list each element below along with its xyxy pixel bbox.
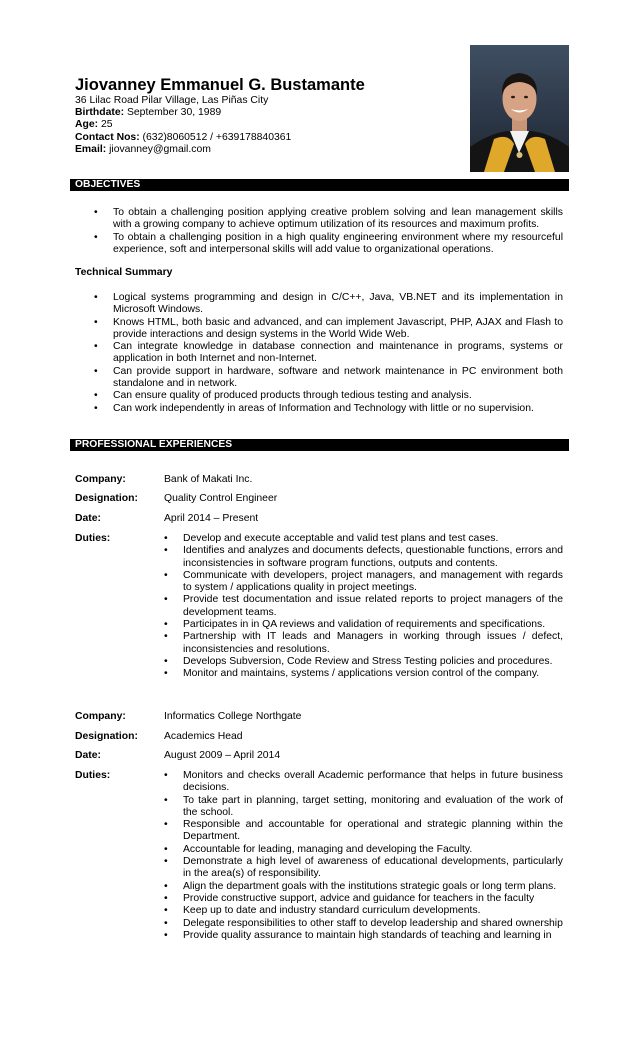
list-item: • Delegate responsibilities to other staff to develop leadership and shared ownership [183,918,563,930]
list-item: • Responsible and accountable for operational and strategic planning within the Department. [183,819,563,844]
list-item: • Monitors and checks overall Academic performance that helps in future business decisions. [183,770,563,795]
age-line [75,119,291,131]
address: 36 Lilac Road Pilar Village, Las Piñas City [75,95,269,106]
objectives-list [113,207,563,256]
list-item: • Monitor and maintains, systems / applications version control of the company. [183,668,563,680]
company-value: Bank of Makati Inc. [164,474,253,485]
technical-summary-list [113,292,563,415]
contact-line [75,132,291,144]
birthdate-value: September 30, 1989 [126,107,222,119]
designation-label: Designation: [75,731,138,742]
company-value: Informatics College Northgate [164,711,302,722]
list-item: • Demonstrate a high level of awareness of educational developments, particularly in the area(s) of responsibility. [183,856,563,881]
list-item: • Can integrate knowledge in database connection and maintenance in programs, systems or application in both Internet and non-Internet. [113,341,563,366]
date-value: April 2014 – Present [164,513,259,524]
date-value: August 2009 – April 2014 [164,750,281,761]
list-item: • Accountable for leading, managing and developing the Faculty. [183,844,563,856]
email-value: jiovanney@gmail.com [109,143,211,155]
list-item: • Develops Subversion, Code Review and Stress Testing policies and procedures. [183,656,563,668]
list-item: • Partnership with IT leads and Managers in working through issues / defect, inconsistencies and resolutions. [183,631,563,656]
list-item: • Develop and execute acceptable and valid test plans and test cases. [183,533,563,545]
applicant-name: Jiovanney Emmanuel G. Bustamante [75,76,365,94]
duties-list [183,770,563,942]
profile-photo [470,45,569,172]
age-label: Age: [75,119,99,131]
list-item: • Participates in in QA reviews and validation of requirements and specifications. [183,619,563,631]
birthdate-line [75,107,291,119]
list-item: • To take part in planning, target setting, monitoring and evaluation of the work of the school. [183,795,563,820]
list-item: • Logical systems programming and design in C/C++, Java, VB.NET and its implementation in Microsoft Windows. [113,292,563,317]
list-item: • Knows HTML, both basic and advanced, and can implement Javascript, PHP, AJAX and Flash to provide interactions and design systems in the World Wide Web. [113,317,563,342]
contact-block [75,95,291,156]
list-item: • Can work independently in areas of Information and Technology with little or no supervision. [113,403,563,415]
list-item: • Align the department goals with the institutions strategic goals or long term plans. [183,881,563,893]
designation-value: Quality Control Engineer [164,493,278,504]
experience-header: PROFESSIONAL EXPERIENCES [70,439,569,451]
email-label: Email: [75,143,107,155]
age-value: 25 [100,119,113,131]
date-label: Date: [75,750,101,761]
technical-summary-title: Technical Summary [75,267,173,278]
duties-label: Duties: [75,533,111,544]
list-item: • Provide test documentation and issue related reports to project managers of the development teams. [183,594,563,619]
objectives-header: OBJECTIVES [70,179,569,191]
list-item: • Provide quality assurance to maintain high standards of teaching and learning in [183,930,563,942]
company-label: Company: [75,474,126,485]
graduate-portrait-icon [470,45,569,172]
list-item: • Provide constructive support, advice and guidance for teachers in the faculty [183,893,563,905]
date-label: Date: [75,513,101,524]
company-label: Company: [75,711,126,722]
contact-value: (632)8060512 / +639178840361 [142,131,292,143]
list-item: • Can provide support in hardware, software and network maintenance in PC environment both standalone and in network. [113,366,563,391]
list-item: • Can ensure quality of produced products through tedious testing and analysis. [113,390,563,402]
list-item: • To obtain a challenging position in a high quality engineering environment where my resourceful experience, soft and interpersonal skills will add value to organizational operations. [113,232,563,257]
birthdate-label: Birthdate: [75,107,125,119]
list-item: • To obtain a challenging position applying creative problem solving and lean management skills with a growing company to achieve optimum utilization of its resources and maximum profits. [113,207,563,232]
list-item: • Keep up to date and industry standard curriculum developments. [183,905,563,917]
designation-value: Academics Head [164,731,243,742]
list-item: • Identifies and analyzes and documents defects, questionable functions, errors and inconsistencies in software program functions, outputs and contents. [183,545,563,570]
designation-label: Designation: [75,493,138,504]
email-line [75,144,291,156]
list-item: • Communicate with developers, project managers, and management with regards to system / applications quality in project meetings. [183,570,563,595]
duties-label: Duties: [75,770,111,781]
duties-list [183,533,563,681]
contact-label: Contact Nos: [75,131,140,143]
